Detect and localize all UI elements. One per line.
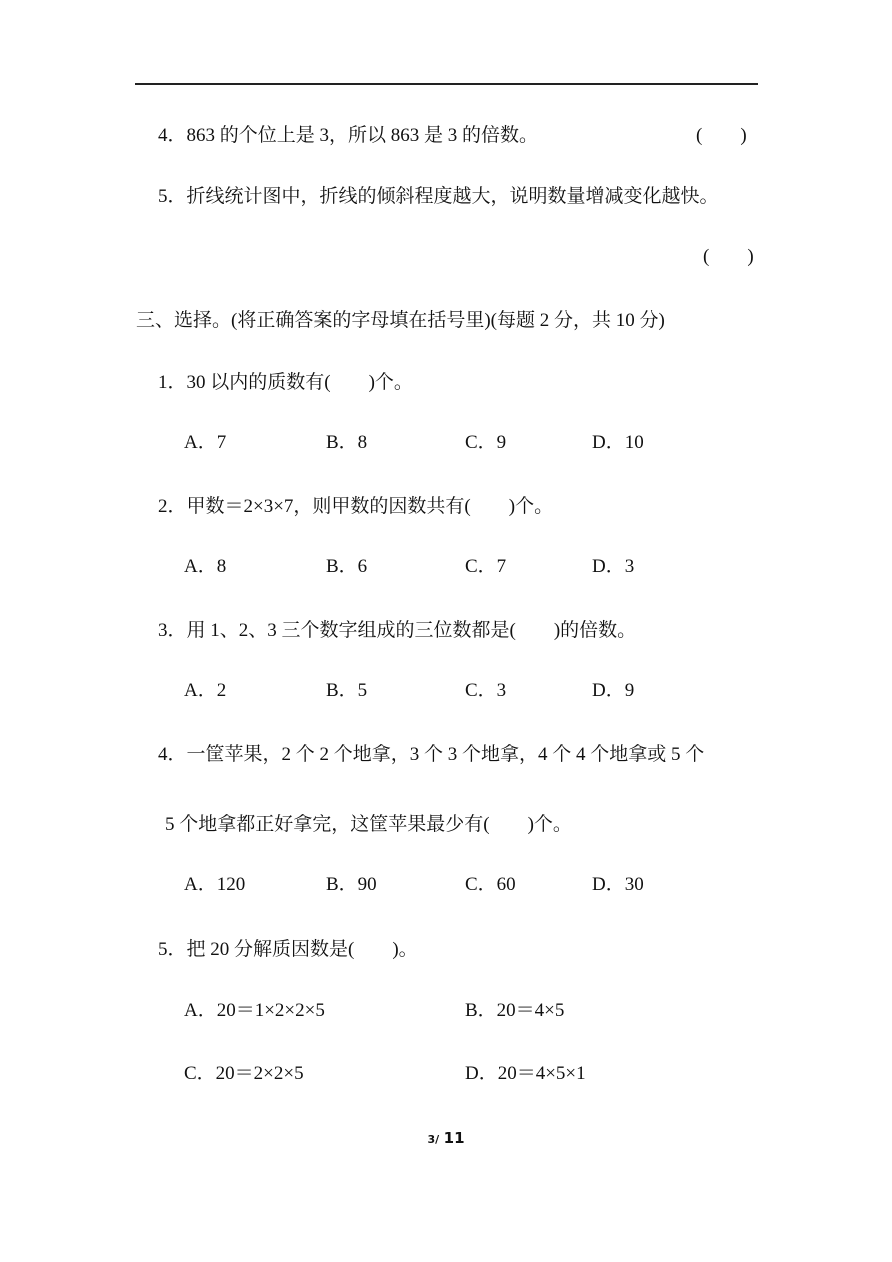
option-c: C．60 xyxy=(465,874,516,895)
choice-question-4-continuation: 5 个地拿都正好拿完，这筐苹果最少有( )个。 xyxy=(165,814,572,835)
option-d: D．3 xyxy=(592,556,635,577)
page-current: 3/ xyxy=(427,1133,440,1146)
option-c: C．9 xyxy=(465,432,507,453)
choice-question-2: 2．甲数＝2×3×7，则甲数的因数共有( )个。 xyxy=(158,496,554,517)
option-a: A．2 xyxy=(184,680,227,701)
option-b: B．5 xyxy=(326,680,368,701)
option-c: C．3 xyxy=(465,680,507,701)
option-c: C．7 xyxy=(465,556,507,577)
section-heading: 三、选择。(将正确答案的字母填在括号里)(每题 2 分，共 10 分) xyxy=(136,310,665,331)
option-a: A．20＝1×2×2×5 xyxy=(184,1000,325,1021)
option-b: B．90 xyxy=(326,874,377,895)
choice-question-3: 3．用 1、2、3 三个数字组成的三位数都是( )的倍数。 xyxy=(158,620,637,641)
option-a: A．120 xyxy=(184,874,246,895)
option-d: D．10 xyxy=(592,432,644,453)
header-rule xyxy=(135,83,758,85)
choice-question-1: 1．30 以内的质数有( )个。 xyxy=(158,372,413,393)
judgement-question-5: 5．折线统计图中，折线的倾斜程度越大，说明数量增减变化越快。 xyxy=(158,186,719,207)
option-b: B．20＝4×5 xyxy=(465,1000,565,1021)
answer-bracket: ( ) xyxy=(696,125,747,146)
choice-question-4: 4．一筐苹果，2 个 2 个地拿，3 个 3 个地拿，4 个 4 个地拿或 5 个 xyxy=(158,744,705,765)
page-total: 11 xyxy=(443,1129,465,1147)
option-a: A．8 xyxy=(184,556,227,577)
option-d: D．9 xyxy=(592,680,635,701)
option-d: D．30 xyxy=(592,874,644,895)
option-b: B．8 xyxy=(326,432,368,453)
option-d: D．20＝4×5×1 xyxy=(465,1063,586,1084)
option-b: B．6 xyxy=(326,556,368,577)
choice-question-5: 5．把 20 分解质因数是( )。 xyxy=(158,939,418,960)
option-c: C．20＝2×2×5 xyxy=(184,1063,304,1084)
judgement-question-4: 4．863 的个位上是 3，所以 863 是 3 的倍数。 xyxy=(158,125,539,146)
answer-bracket: ( ) xyxy=(703,246,754,267)
page-number xyxy=(0,1129,892,1149)
option-a: A．7 xyxy=(184,432,227,453)
